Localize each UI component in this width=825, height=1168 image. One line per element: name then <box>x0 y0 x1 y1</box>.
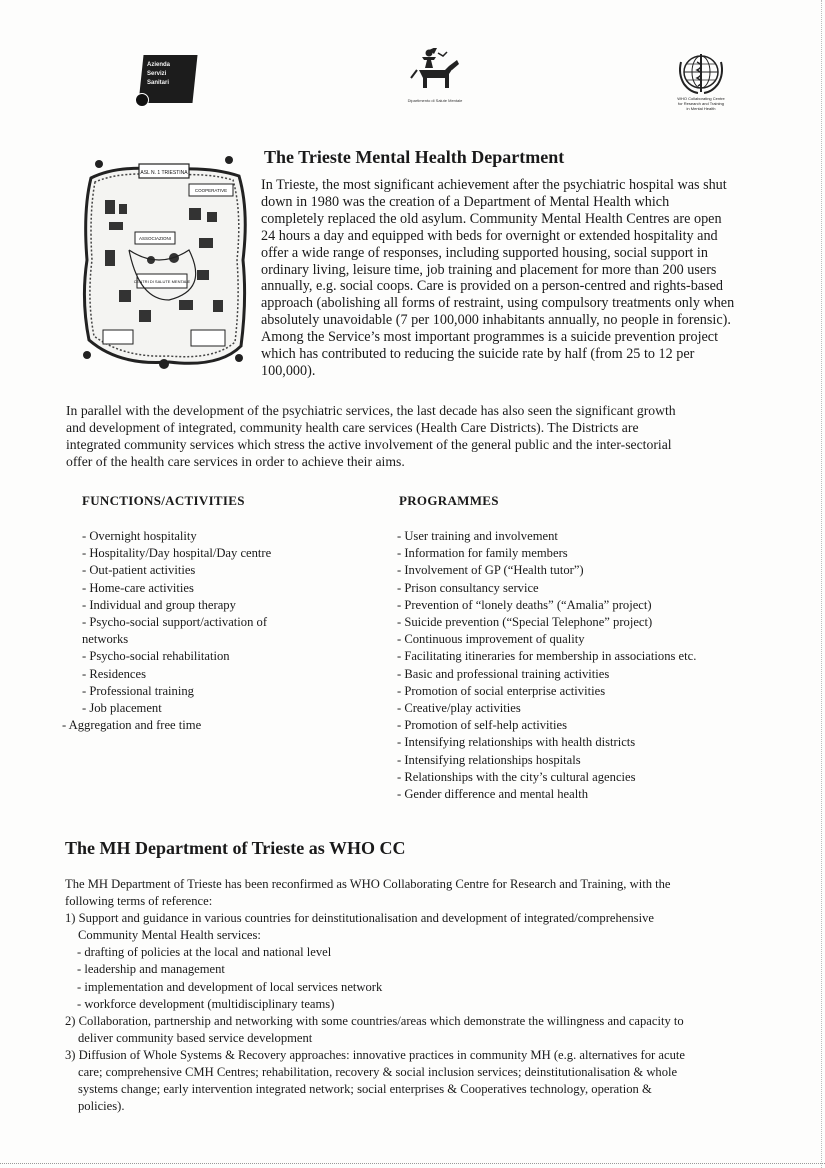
list-item: - Relationships with the city’s cultural agencies <box>397 769 636 784</box>
figure-horse-icon <box>405 48 465 98</box>
term-continuation <box>78 1064 800 1115</box>
programmes-heading: PROGRAMMES <box>399 493 499 508</box>
text-line: offer of the health care services in order to achieve their aims. <box>66 454 405 469</box>
list-item: - Promotion of self-help activities <box>397 718 567 733</box>
programmes-list <box>397 528 797 803</box>
list-item: - Information for family members <box>397 546 568 561</box>
list-item: - Involvement of GP (“Health tutor”) <box>397 563 584 578</box>
who-caption-line: in Mental Health <box>686 106 716 111</box>
right-edge-divider <box>821 0 822 1168</box>
intro-paragraph <box>261 177 789 380</box>
list-item: - Psycho-social rehabilitation <box>82 649 230 664</box>
azienda-sanitaria-logo <box>137 55 197 107</box>
text-line: absolutely unavoidable (7 per 100,000 inhabitants annually, no people in forensic). <box>261 312 731 329</box>
list-item: - Basic and professional training activities <box>397 666 610 681</box>
text-line: systems change; early intervention integrated network; social enterprises & Cooperatives technology, operation & <box>78 1082 652 1097</box>
list-item: - Psycho-social support/activation of <box>82 615 268 630</box>
sub-item: - workforce development (multidisciplinary teams) <box>77 996 335 1011</box>
list-item: - Promotion of social enterprise activities <box>397 683 606 698</box>
text-line: ordinary living, leisure time, job training and placement for more than 200 users <box>261 261 717 278</box>
functions-list <box>62 528 322 734</box>
list-item: - Intensifying relationships with health districts <box>397 735 636 750</box>
text-line: deliver community based service development <box>78 1030 313 1045</box>
illustration-label: ASSOCIAZIONI <box>138 236 172 241</box>
illustration-label: COOPERATIVE <box>194 188 228 193</box>
text-line: 2) Collaboration, partnership and networking with some countries/areas which demonstrate the willingness and capacity to <box>65 1013 684 1028</box>
list-item: - Suicide prevention (“Special Telephone” project) <box>397 615 653 630</box>
list-item: - Job placement <box>82 701 162 716</box>
list-item: networks <box>82 632 129 647</box>
list-item: - Residences <box>82 666 146 681</box>
text-line: In Trieste, the most significant achievement after the psychiatric hospital was shut <box>261 177 727 193</box>
who-cc-text <box>65 876 800 1115</box>
section-title: The Trieste Mental Health Department <box>264 147 565 167</box>
sub-item: - drafting of policies at the local and national level <box>77 945 332 960</box>
text-line: integrated community services which stress the active involvement of the general public and the inter-sectorial <box>66 437 672 452</box>
text-line: Among the Service’s most important programmes is a suicide prevention project <box>261 329 719 346</box>
text-line: down in 1980 was the creation of a Department of Mental Health which <box>261 193 670 210</box>
text-line: completely replaced the old asylum. Community Mental Health Centres are open <box>261 210 722 227</box>
text-line: approach (abolishing all forms of restraint, using compulsory treatments only when <box>261 295 735 312</box>
who-emblem-icon <box>676 52 726 96</box>
list-item: - Prevention of “lonely deaths” (“Amalia” project) <box>397 597 652 612</box>
text-line: In parallel with the development of the psychiatric services, the last decade has also seen the significant growth <box>66 403 676 418</box>
text-line: 100,000). <box>261 362 316 379</box>
logo-line: Sanitari <box>147 80 170 86</box>
text-line: 24 hours a day and equipped with beds for overnight or extended hospitality and <box>261 227 718 244</box>
illustration-label: CENTRI DI SALUTE MENTALE <box>133 279 191 284</box>
functions-heading: FUNCTIONS/ACTIVITIES <box>82 493 245 508</box>
term-continuation <box>78 927 800 944</box>
parallel-paragraph <box>66 402 796 470</box>
text-line: The MH Department of Trieste has been reconfirmed as WHO Collaborating Centre for Research and Training, with the <box>65 877 671 891</box>
term-of-reference <box>65 1013 800 1030</box>
list-item: - Facilitating itineraries for membership in associations etc. <box>397 649 697 664</box>
list-item: - Continuous improvement of quality <box>397 632 585 647</box>
list-item: - Prison consultancy service <box>397 580 539 595</box>
list-item: - Individual and group therapy <box>82 597 236 612</box>
who-caption-line: for Research and Training <box>677 101 725 106</box>
section-title: The MH Department of Trieste as WHO CC <box>65 838 406 858</box>
text-line: and development of integrated, community health care services (Health Care Districts). The Districts are <box>66 420 639 435</box>
bottom-edge-divider <box>0 1163 825 1164</box>
term-continuation <box>78 1030 800 1047</box>
list-item: - Hospitality/Day hospital/Day centre <box>82 546 272 561</box>
logo-line: Servizi <box>147 71 167 77</box>
text-line: which has contributed to reducing the suicide rate by half (from 25 to 12 per <box>261 346 695 363</box>
term-of-reference <box>65 910 800 927</box>
who-caption-line: WHO Collaborating Centre <box>677 96 725 101</box>
logo-caption: Dipartimento di Salute Mentale <box>407 98 463 103</box>
logo-line: Azienda <box>147 62 171 68</box>
illustration-label: ASL N. 1 TRIESTINA <box>140 170 188 176</box>
list-item: - Overnight hospitality <box>82 529 197 543</box>
text-line: policies). <box>78 1099 125 1114</box>
list-item: - User training and involvement <box>397 529 558 543</box>
sub-item: - leadership and management <box>77 962 225 977</box>
list-item: - Professional training <box>82 683 194 698</box>
text-line: offer a wide range of responses, including supported housing, social support in <box>261 244 708 261</box>
text-line: 1) Support and guidance in various countries for deinstitutionalisation and development of integrated/comprehensive <box>65 911 654 926</box>
who-logo <box>670 52 732 122</box>
who-intro <box>65 876 800 910</box>
mental-health-department-logo <box>405 48 465 110</box>
list-item: - Intensifying relationships hospitals <box>397 752 581 767</box>
text-line: annually, e.g. social coops. Care is provided on a person-centred and rights-based <box>261 278 724 295</box>
list-item: - Home-care activities <box>82 580 194 595</box>
list-item: - Creative/play activities <box>397 701 521 716</box>
list-item: - Gender difference and mental health <box>397 787 589 802</box>
sub-item: - implementation and development of local services network <box>77 979 383 994</box>
list-item: - Out-patient activities <box>82 563 196 578</box>
text-line: care; comprehensive CMH Centres; rehabilitation, recovery & social inclusion services; deinstitutionalisation & whole <box>78 1065 678 1080</box>
department-map-illustration <box>79 150 249 372</box>
text-line: Community Mental Health services: <box>78 928 261 943</box>
text-line: 3) Diffusion of Whole Systems & Recovery approaches: innovative practices in community MH (e.g. alternatives for acute <box>65 1047 685 1062</box>
term-of-reference <box>65 1047 800 1064</box>
text-line: following terms of reference: <box>65 894 213 909</box>
list-item: - Aggregation and free time <box>62 718 202 733</box>
who-caption <box>670 96 732 111</box>
